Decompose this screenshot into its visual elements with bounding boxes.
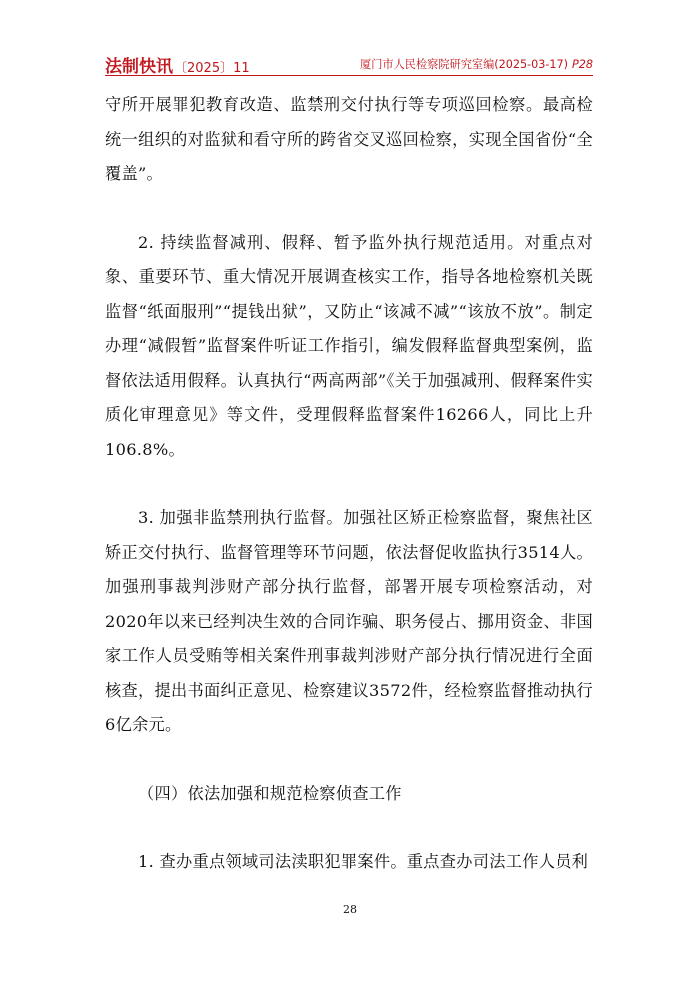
section-heading: （四）依法加强和规范检察侦查工作 (138, 783, 402, 803)
publication-title: 法制快讯 (105, 57, 173, 77)
paragraph-item-3: 3. 加强非监禁刑执行监督。加强社区矫正检察监督，聚焦社区矫正交付执行、监督管理等环节问题，依法督促收监执行3514人。加强刑事裁判涉财产部分执行监督，部署开展专项检察活动，对2020年以来已经判决生效的合同诈骗、职务侵占、挪用资金、非国家工作人员受贿等相关案件刑事裁判涉财产部分执行情况进行全面核查，提出书面纠正意见、检察建议3572件，经检察监督推动执行6亿余元。 (105, 508, 593, 734)
paragraph-gap (105, 811, 593, 845)
paragraph-item-1: 1. 查办重点领域司法渎职犯罪案件。重点查办司法工作人员利 (138, 852, 589, 871)
paragraph-gap (105, 743, 593, 777)
issue-number: 〔2025〕11 (174, 61, 250, 76)
header-divider (105, 75, 593, 76)
editor-credit: 厦门市人民检察院研究室编(2025-03-17) (360, 58, 569, 71)
paragraph-item-2: 2. 持续监督减刑、假释、暂予监外执行规范适用。对重点对象、重要环节、重大情况开展调查核实工作，指导各地检察机关既监督“纸面服刑”“提钱出狱”，又防止“该减不减”“该放不放”。制定办理“减假暂”监督案件听证工作指引，编发假释监督典型案例，监督依法适用假释。认真执行“两高两部”《关于加强减刑、假释案件实质化审理意见》等文件，受理假释监督案件16266人，同比上升106.8%。 (105, 232, 593, 459)
header-page-label: P28 (572, 58, 593, 71)
header-editor-block (360, 56, 593, 72)
paragraph-continuation: 守所开展罪犯教育改造、监禁刑交付执行等专项巡回检察。最高检统一组织的对监狱和看守所的跨省交叉巡回检察，实现全国省份“全覆盖”。 (105, 95, 593, 183)
header-brand-block (105, 52, 250, 77)
paragraph-gap (105, 467, 593, 501)
page-number: 28 (343, 903, 357, 916)
document-body (105, 88, 593, 880)
page-header (105, 50, 593, 77)
paragraph-gap (105, 192, 593, 226)
